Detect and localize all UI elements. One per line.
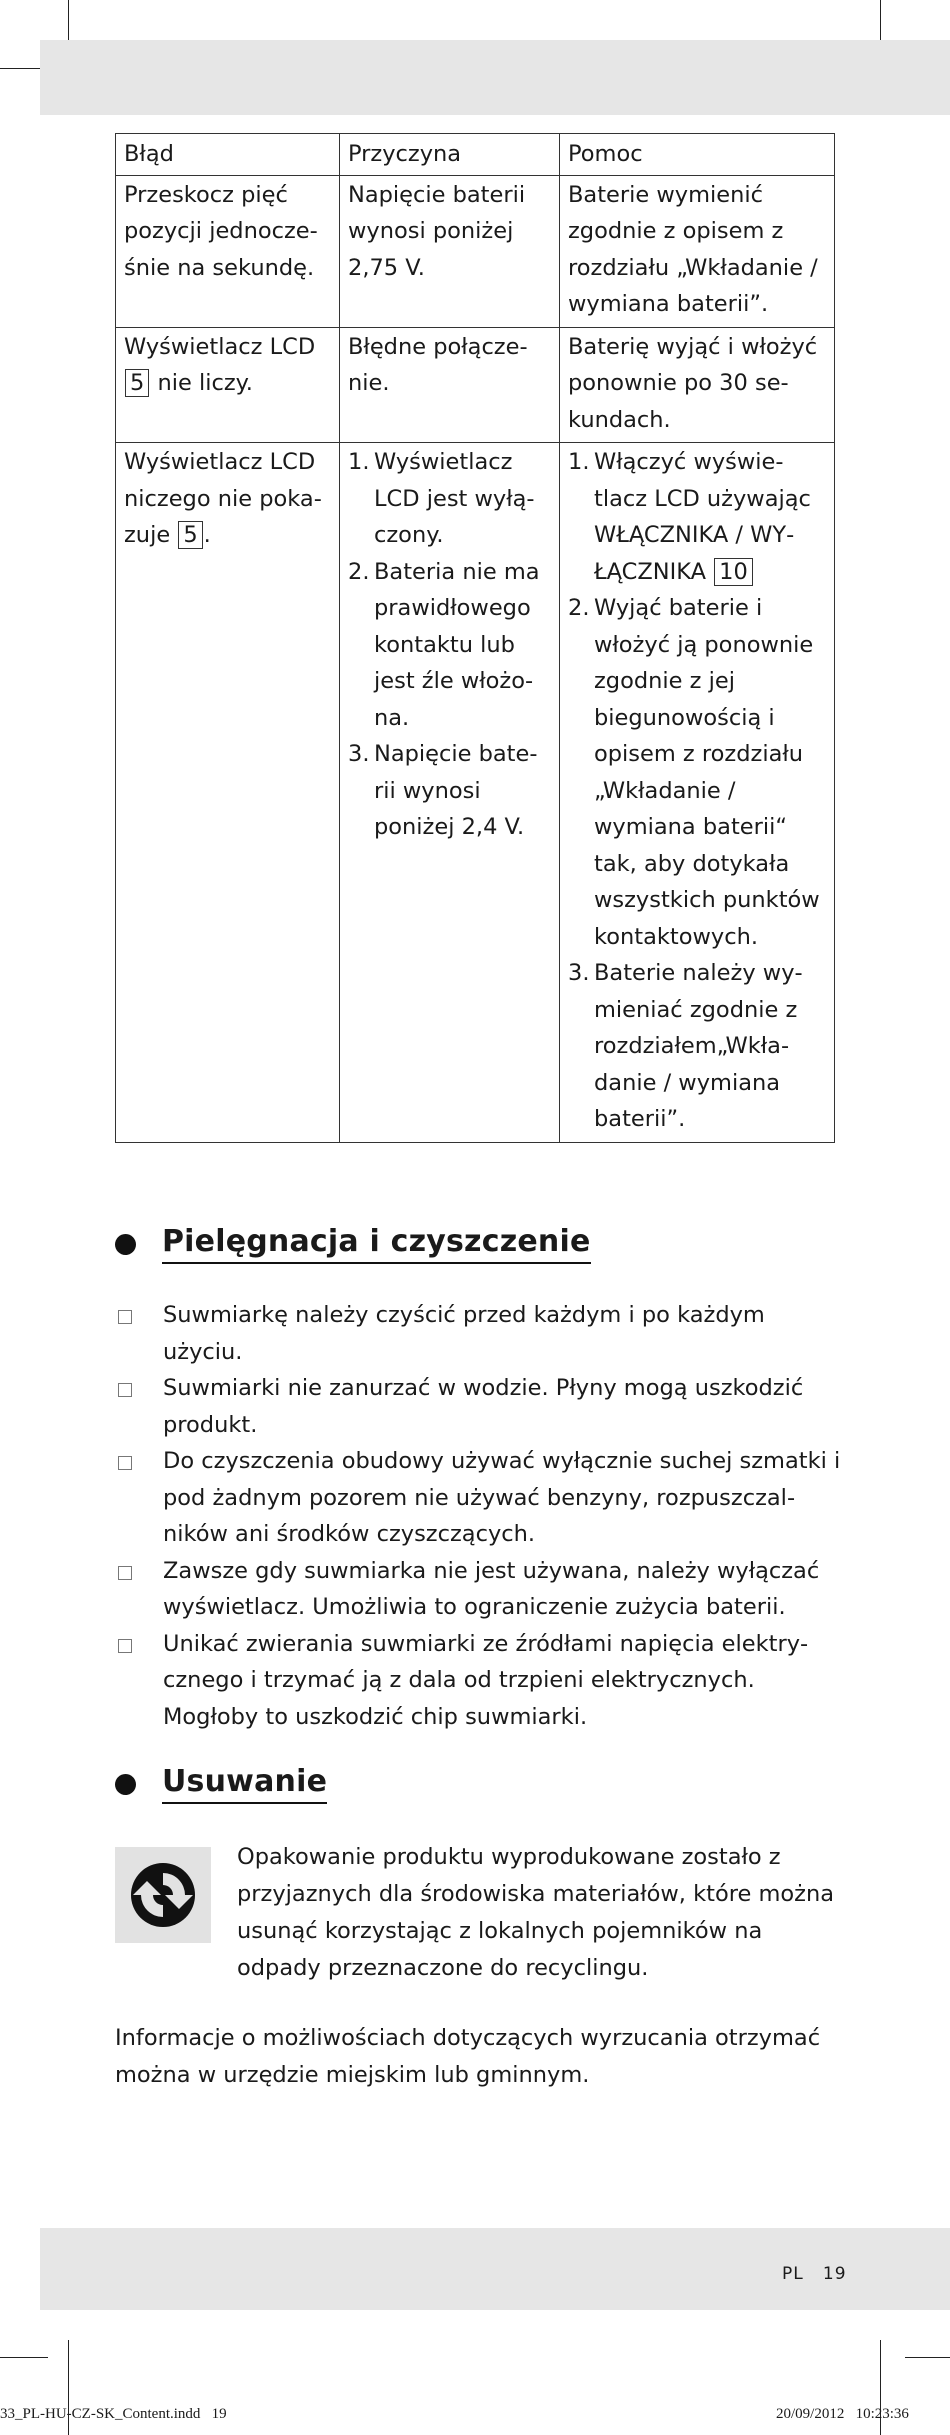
care-list bbox=[115, 1297, 850, 1735]
footer-filename: 33_PL-HU-CZ-SK_Content.indd 19 bbox=[0, 2406, 227, 2422]
table-row bbox=[116, 175, 835, 327]
bullet-dot-icon bbox=[115, 1774, 136, 1795]
crop-mark bbox=[905, 2357, 950, 2358]
cell-text: Wyświetlacz LCD niczego nie pokazuje bbox=[124, 449, 322, 548]
list-item: 1. Włączyć wyświetlacz LCD używając WŁĄCZNIKA / WYŁĄCZNIKA 10 bbox=[568, 449, 811, 585]
troubleshooting-table bbox=[115, 133, 835, 1143]
checkbox-square-icon bbox=[118, 1310, 132, 1324]
table-cell-cause bbox=[340, 443, 560, 1143]
list-item: Suwmiarki nie zanurzać w wodzie. Płyny mogą uszkodzić produkt. bbox=[115, 1370, 850, 1443]
col-header-help: Pomoc bbox=[560, 134, 835, 176]
list-item: Zawsze gdy suwmiarka nie jest używana, należy wyłączać wyświetlacz. Umożliwia to ograniczenie zużycia baterii. bbox=[115, 1553, 850, 1626]
table-cell-help: Baterię wyjąć i włożyć ponownie po 30 sekundach. bbox=[560, 327, 835, 443]
table-row bbox=[116, 327, 835, 443]
list-item: Do czyszczenia obudowy używać wyłącznie suchej szmatki i pod żadnym pozorem nie używać benzyny, rozpuszczalników ani środków czyszczących. bbox=[115, 1443, 850, 1553]
header-band bbox=[40, 40, 950, 115]
table-cell-error bbox=[116, 327, 340, 443]
help-list bbox=[568, 444, 826, 1138]
section-title: Usuwanie bbox=[162, 1764, 327, 1804]
list-item: 2. Wyjąć baterie i włożyć ją ponownie zgodnie z jej biegunowością i opisem z rozdziału „Wkładanie / wymiana baterii“ tak, aby dotykała wszystkich punktów kontaktowych. bbox=[568, 595, 820, 950]
col-header-cause: Przyczyna bbox=[340, 134, 560, 176]
list-item: 2. Bateria nie ma prawidłowego kontaktu lub jest źle włożona. bbox=[348, 558, 540, 731]
list-item: Unikać zwierania suwmiarki ze źródłami napięcia elektrycznego i trzymać ją z dala od trzpieni elektrycznych. Mogłoby to uszkodzić chip suwmiarki. bbox=[115, 1626, 850, 1736]
disposal-text: Opakowanie produktu wyprodukowane zostało z przyjaznych dla środowiska materiałów, które można usunąć korzystając z lokalnych pojemników na odpady przeznaczone do recyclingu. bbox=[237, 1844, 835, 1981]
section-title: Pielęgnacja i czyszczenie bbox=[162, 1224, 591, 1264]
checkbox-square-icon bbox=[118, 1566, 132, 1580]
page-number: PL 19 bbox=[782, 2264, 847, 2284]
checkbox-square-icon bbox=[118, 1639, 132, 1653]
table-cell-cause: Błędne połączenie. bbox=[340, 327, 560, 443]
list-item: 1. Wyświetlacz LCD jest wyłączony. bbox=[348, 449, 535, 548]
table-cell-help: Baterie wymienić zgodnie z opisem z rozdziału „Wkładanie / wymiana baterii”. bbox=[560, 175, 835, 327]
switch-reference-number: 10 bbox=[714, 558, 753, 586]
table-row bbox=[116, 443, 835, 1143]
list-item: 3. Napięcie baterii wynosi poniżej 2,4 V. bbox=[348, 741, 538, 840]
cell-text: . bbox=[203, 522, 211, 548]
list-item: Suwmiarkę należy czyścić przed każdym i po każdym użyciu. bbox=[115, 1297, 850, 1370]
table-cell-error bbox=[116, 443, 340, 1143]
recycle-icon bbox=[115, 1847, 211, 1943]
disposal-section-heading bbox=[115, 1764, 327, 1804]
crop-mark bbox=[0, 2357, 48, 2358]
cause-list bbox=[348, 444, 551, 846]
bullet-dot-icon bbox=[115, 1234, 136, 1255]
cell-text: nie liczy. bbox=[157, 370, 253, 396]
col-header-error: Błąd bbox=[116, 134, 340, 176]
table-cell-error: Przeskocz pięć pozycji jednocześnie na sekundę. bbox=[116, 175, 340, 327]
table-cell-help bbox=[560, 443, 835, 1143]
table-header-row bbox=[116, 134, 835, 176]
display-reference-number: 5 bbox=[125, 369, 149, 397]
checkbox-square-icon bbox=[118, 1456, 132, 1470]
table-cell-cause: Napięcie baterii wynosi poniżej 2,75 V. bbox=[340, 175, 560, 327]
checkbox-square-icon bbox=[118, 1383, 132, 1397]
info-text: Informacje o możliwościach dotyczących wyrzucania otrzymać można w urzędzie miejskim lub gminnym. bbox=[115, 2025, 821, 2088]
footer-timestamp: 20/09/2012 10:23:36 bbox=[776, 2406, 909, 2422]
cell-text: Wyświetlacz LCD bbox=[124, 333, 316, 360]
display-reference-number: 5 bbox=[178, 521, 202, 549]
care-section-heading bbox=[115, 1224, 591, 1264]
list-item: 3. Baterie należy wymieniać zgodnie z rozdziałem„Wkładanie / wymiana baterii”. bbox=[568, 960, 803, 1132]
